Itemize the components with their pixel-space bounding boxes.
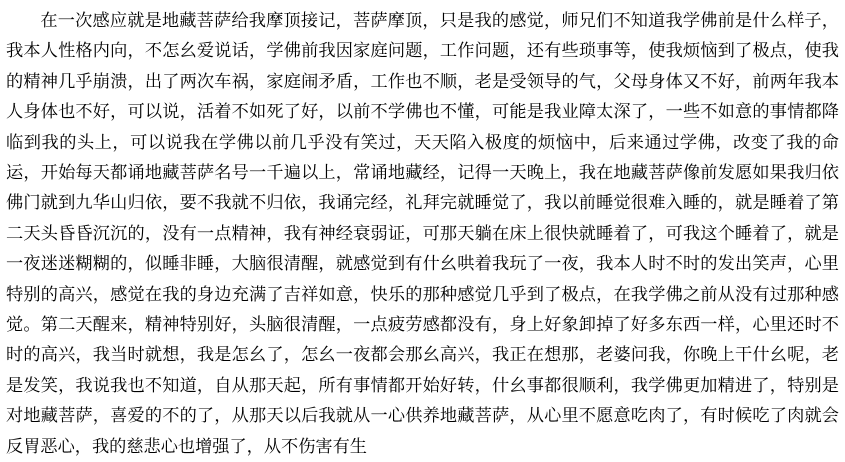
document-paragraph: 在一次感应就是地藏菩萨给我摩顶接记，菩萨摩顶，只是我的感觉，师兄们不知道我学佛前是什么样子，我本人性格内向，不怎幺爱说话，学佛前我因家庭问题，工作问题，还有些琐事等，使我烦恼到了极点，使我的精神几乎崩溃，出了两次车祸，家庭闹矛盾，工作也不顺，老是受领导的气，父母身体又不好，前两年我本人身体也不好，可以说，活着不如死了好，以前不学佛也不懂，可能是我业障太深了，一些不如意的事情都降临到我的头上，可以说我在学佛以前几乎没有笑过，天天陷入极度的烦恼中，后来通过学佛，改变了我的命运，开始每天都诵地藏菩萨名号一千遍以上，常诵地藏经，记得一天晚上，我在地藏菩萨像前发愿如果我归依佛门就到九华山归依，要不我就不归依，我诵完经，礼拜完就睡觉了，我以前睡觉很难入睡的，就是睡着了第二天头昏昏沉沉的，没有一点精神，我有神经衰弱证，可那天躺在床上很快就睡着了，可我这个睡着了，就是一夜迷迷糊糊的，似睡非睡，大脑很清醒，就感觉到有什幺哄着我玩了一夜，我本人时不时的发出笑声，心里特别的高兴，感觉在我的身边充满了吉祥如意，快乐的那种感觉几乎到了极点，在我学佛之前从没有过那种感觉。第二天醒来，精神特别好，头脑很清醒，一点疲劳感都没有，身上好象卸掉了好多东西一样，心里还时不时的高兴，我当时就想，我是怎幺了，怎幺一夜都会那幺高兴，我正在想那，老婆问我，你晚上干什幺呢，老是发笑，我说我也不知道，自从那天起，所有事情都开始好转，什幺事都很顺利，我学佛更加精进了，特别是对地藏菩萨，喜爱的不的了，从那天以后我就从一心供养地藏菩萨，从心里不愿意吃肉了，有时候吃了肉就会反胃恶心，我的慈悲心也增强了，从不伤害有生 [6,11,839,457]
